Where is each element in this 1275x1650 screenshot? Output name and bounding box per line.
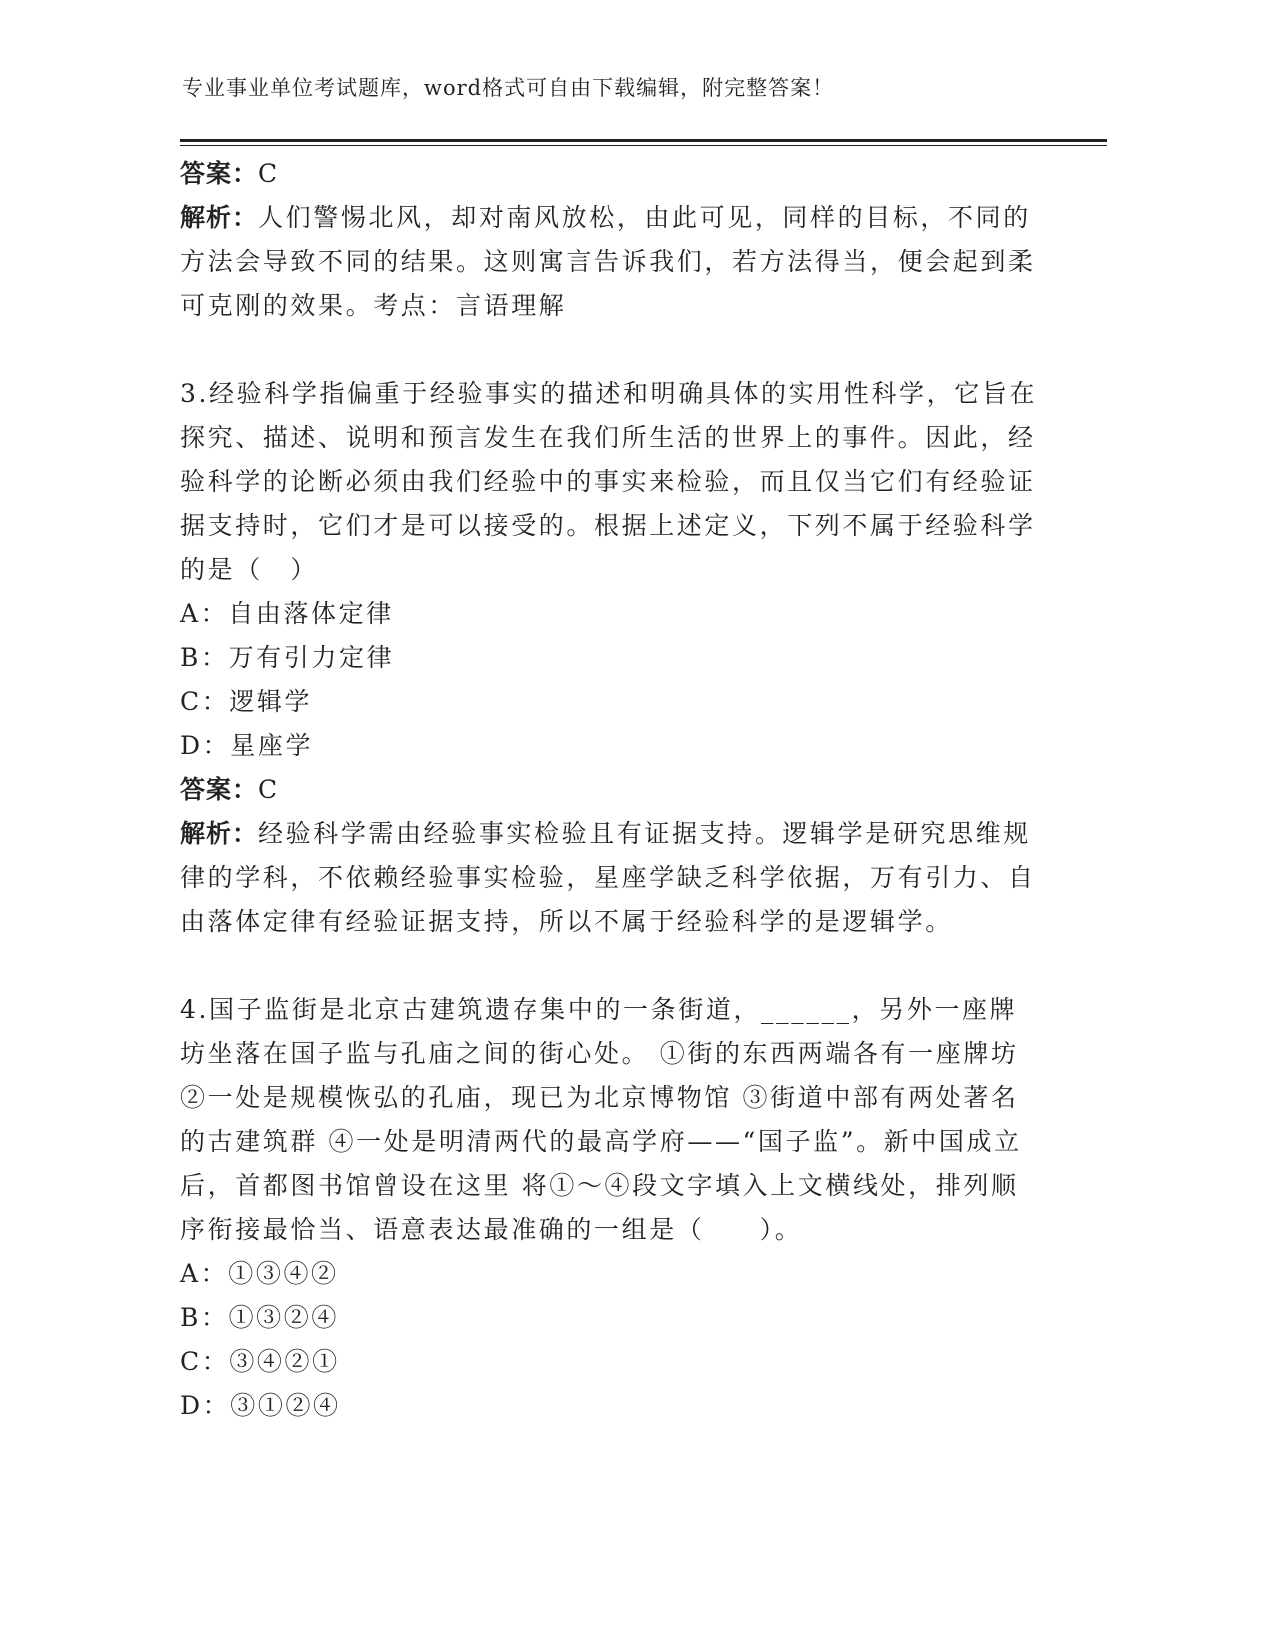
q2-answer-value: C (258, 159, 280, 188)
q3-analysis (180, 812, 1040, 944)
analysis-label: 解析： (180, 203, 259, 232)
q3-option-a: A：自由落体定律 (180, 599, 394, 628)
document-body (180, 152, 1040, 1428)
q2-answer (180, 152, 1040, 196)
header-rule-thin (180, 145, 1107, 146)
q3-option-c: C：逻辑学 (180, 687, 313, 716)
header-rule-thick (180, 139, 1107, 142)
analysis-label: 解析： (180, 819, 259, 848)
q3-answer-value: C (258, 775, 280, 804)
q4-option-d: D：③①②④ (180, 1391, 341, 1420)
spacer (180, 944, 1040, 988)
q3-analysis-text: 经验科学需由经验事实检验且有证据支持。逻辑学是研究思维规律的学科，不依赖经验事实检验，星座学缺乏科学依据，万有引力、自由落体定律有经验证据支持，所以不属于经验科学的是逻辑学。 (180, 819, 1036, 936)
spacer (180, 328, 1040, 372)
answer-label: 答案： (180, 775, 259, 804)
q3-option-b: B：万有引力定律 (180, 643, 395, 672)
q4-option-a: A：①③④② (180, 1259, 339, 1288)
answer-label: 答案： (180, 159, 259, 188)
q3-option-d: D：星座学 (180, 731, 314, 760)
page-header: 专业事业单位考试题库，word格式可自由下载编辑，附完整答案！ (182, 76, 835, 100)
q4-option-b: B：①③②④ (180, 1303, 339, 1332)
q3-answer (180, 768, 1040, 812)
q2-analysis (180, 196, 1040, 328)
q4-stem: 4.国子监街是北京古建筑遗存集中的一条街道，______，另外一座牌坊坐落在国子监与孔庙之间的街心处。 ①街的东西两端各有一座牌坊 ②一处是规模恢弘的孔庙，现已为北京博物馆 ③街道中部有两处著名的古建筑群 ④一处是明清两代的最高学府——“国子监”。新中国成立后，首都图书馆曾设在这里 将①～④段文字填入上文横线处，排列顺序衔接最恰当、语意表达最准确的一组是（ ）。 (180, 995, 1022, 1244)
q3-stem: 3.经验科学指偏重于经验事实的描述和明确具体的实用性科学，它旨在探究、描述、说明和预言发生在我们所生活的世界上的事件。因此，经验科学的论断必须由我们经验中的事实来检验，而且仅当它们有经验证据支持时，它们才是可以接受的。根据上述定义，下列不属于经验科学的是（ ） (180, 379, 1038, 584)
q4-option-c: C：③④②① (180, 1347, 340, 1376)
q2-analysis-text: 人们警惕北风，却对南风放松，由此可见，同样的目标，不同的方法会导致不同的结果。这则寓言告诉我们，若方法得当，便会起到柔可克刚的效果。考点：言语理解 (180, 203, 1036, 320)
